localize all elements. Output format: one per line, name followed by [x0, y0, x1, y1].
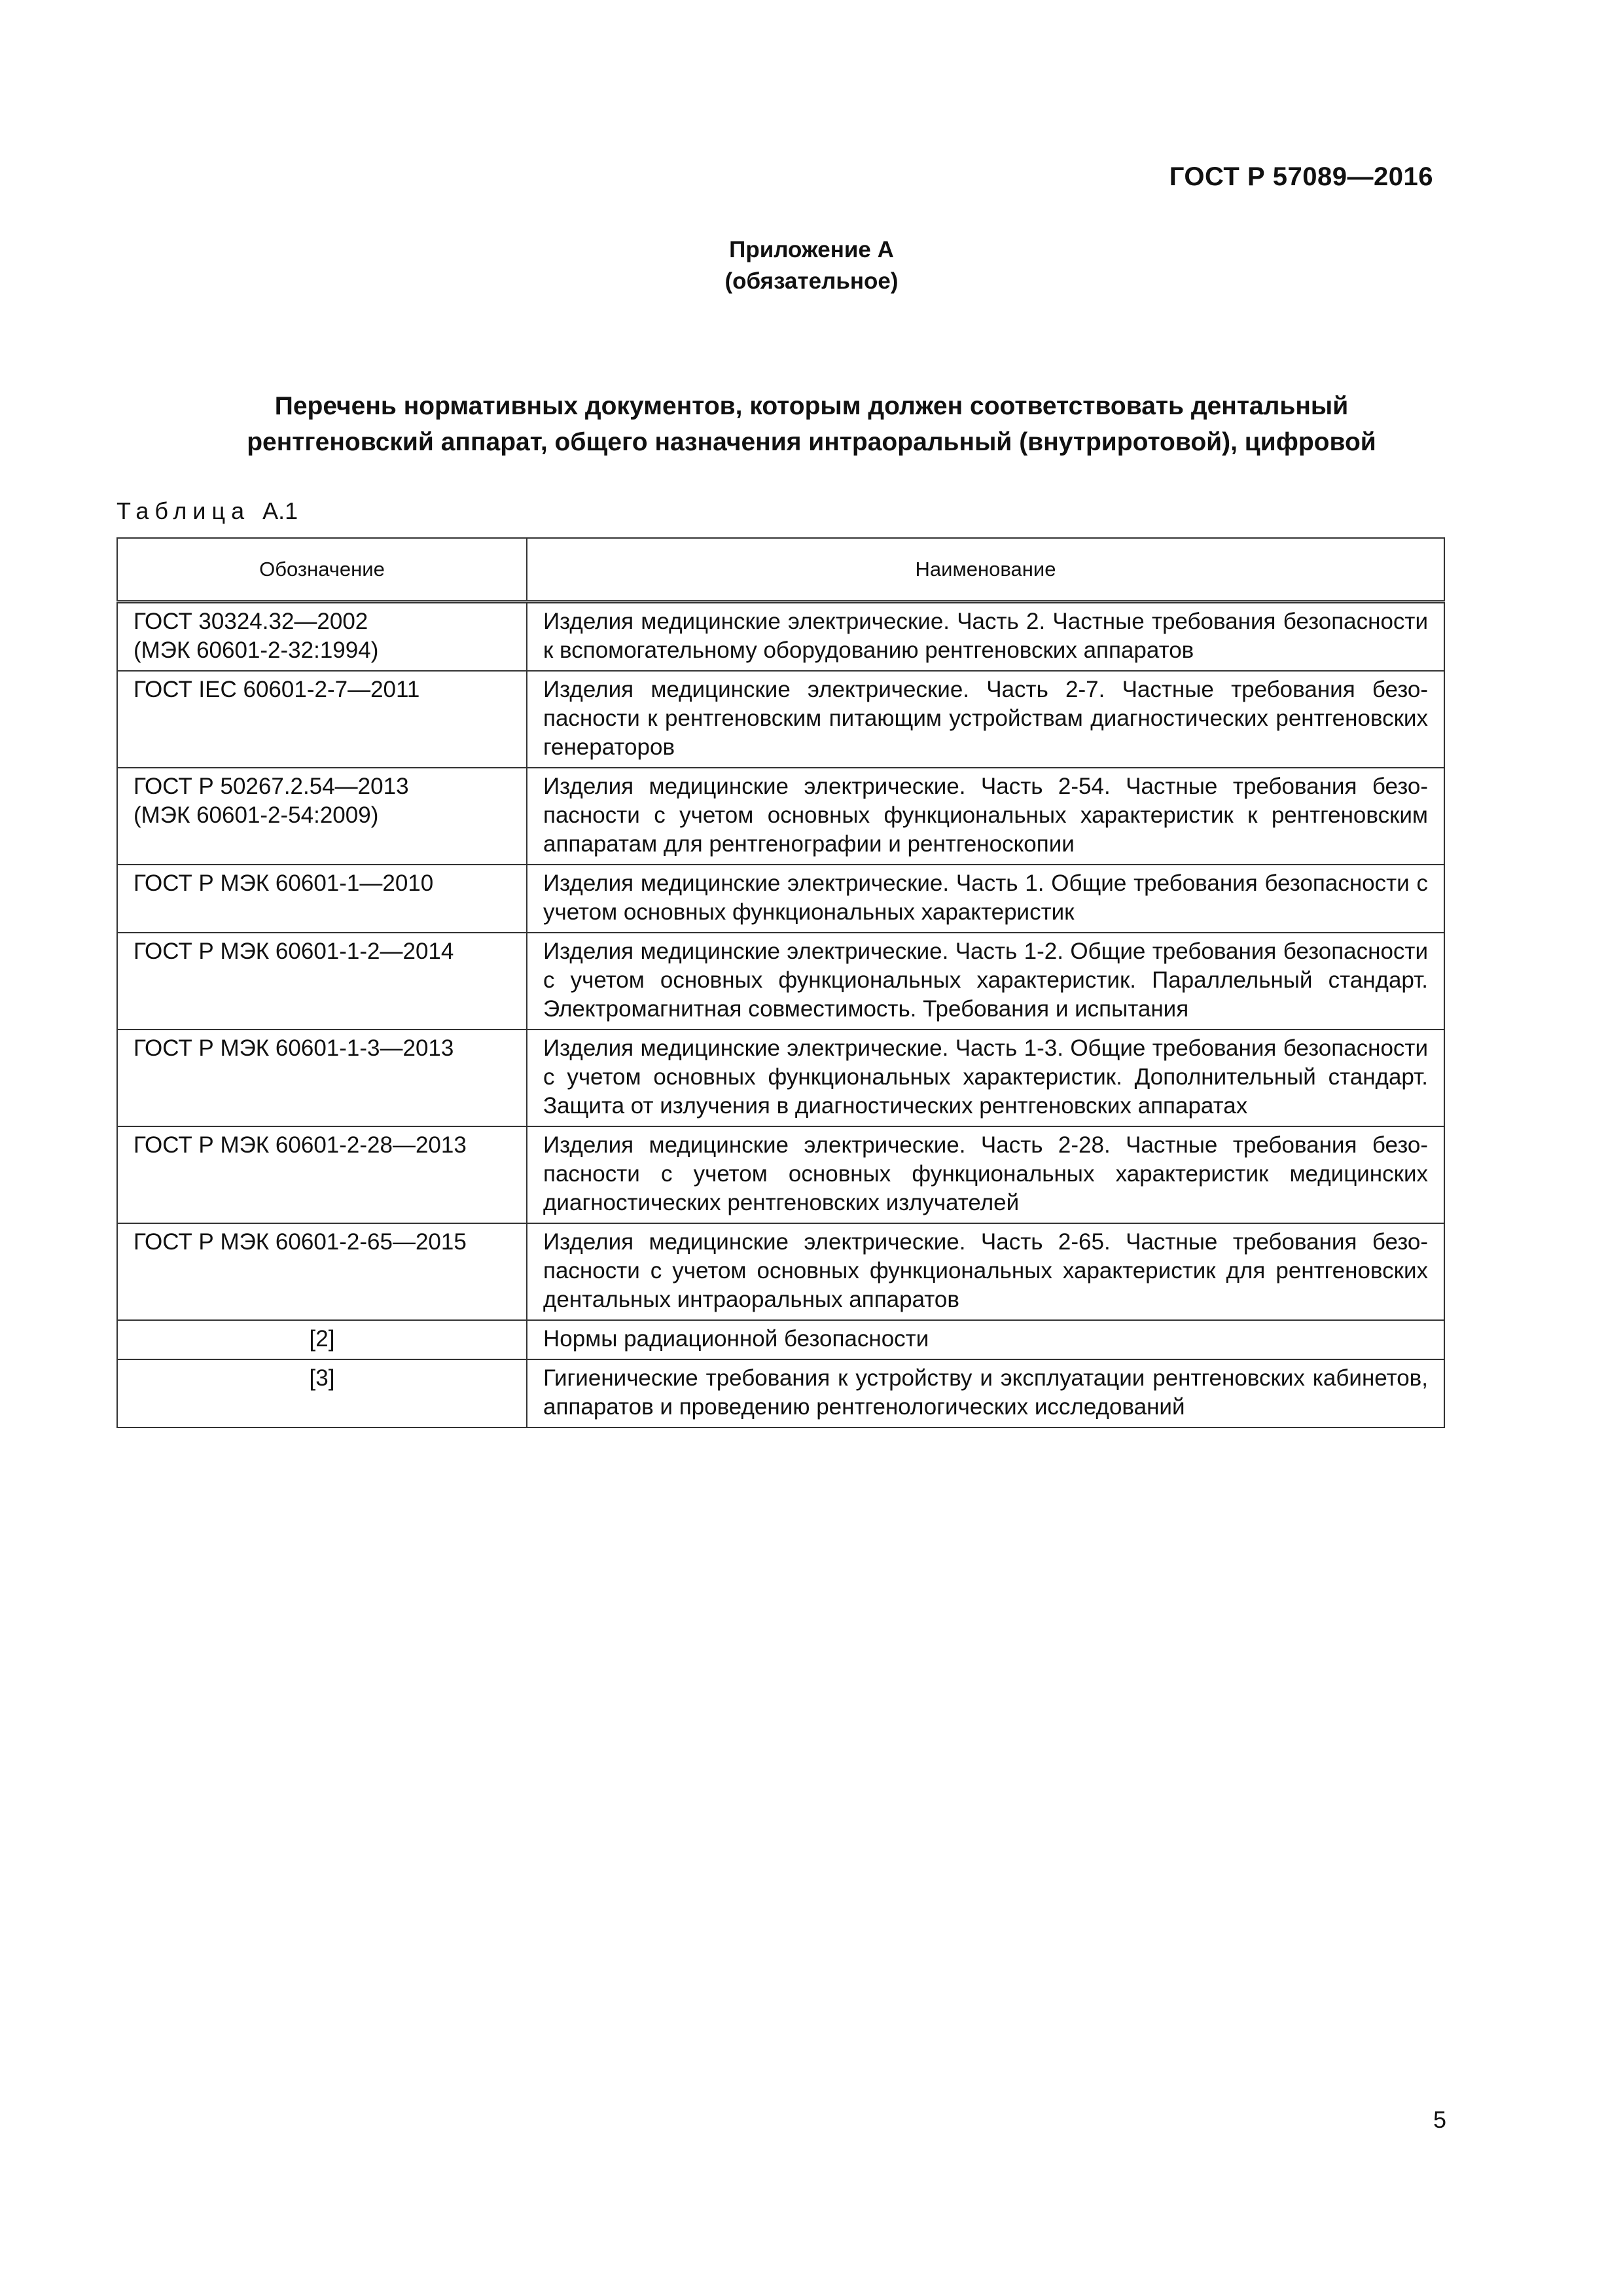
- name-cell: Изделия медицинские электрические. Часть 1-2. Общие требования безопасности с учетом основных функциональных характеристик. Параллельный стандарт. Электромагнитная совместимость. Требования и испытания: [527, 933, 1444, 1030]
- designation-cell: ГОСТ Р 50267.2.54—2013 (МЭК 60601-2-54:2009): [117, 768, 527, 865]
- annex-title: [118, 388, 1505, 460]
- table-row: [117, 1359, 1444, 1427]
- name-cell: Изделия медицинские электрические. Часть 2-7. Частные требования безопасности к рентгеновским питающим устройствам диагностических рентгеновских генераторов: [527, 671, 1444, 768]
- name-cell: Гигиенические требования к устройству и эксплуатации рентгеновских кабинетов, аппаратов и проведению рентгенологических исследований: [527, 1359, 1444, 1427]
- table-row: [117, 602, 1444, 672]
- column-header-designation: Обозначение: [117, 538, 527, 602]
- reference-cell: [2]: [117, 1320, 527, 1359]
- page-number: 5: [1433, 2106, 1446, 2133]
- annex-status: (обязательное): [724, 268, 899, 294]
- name-cell: Изделия медицинские электрические. Часть 1-3. Общие требования безопасности с учетом основных функциональных характеристик. Дополнительный стандарт. Защита от излучения в диагностических рентгеновских аппаратах: [527, 1030, 1444, 1126]
- column-header-name: Наименование: [527, 538, 1444, 602]
- standards-table: [116, 537, 1445, 1428]
- annex-heading: [0, 234, 1623, 297]
- annex-label: Приложение А: [729, 237, 894, 262]
- table-row: [117, 768, 1444, 865]
- annex-title-line-2: рентгеновский аппарат, общего назначения интраоральный (внутриротовой), цифровой: [247, 428, 1376, 456]
- name-cell: Нормы радиационной безопасности: [527, 1320, 1444, 1359]
- table-header-row: [117, 538, 1444, 602]
- name-cell: Изделия медицинские электрические. Часть 1. Общие требования безопасности с учетом основных функциональных характеристик: [527, 865, 1444, 933]
- table-row: [117, 1126, 1444, 1223]
- name-cell: Изделия медицинские электрические. Часть 2. Частные требования безопасности к вспомогательному оборудованию рентгеновских аппаратов: [527, 602, 1444, 672]
- table-row: [117, 671, 1444, 768]
- table-caption-word: Таблица: [116, 497, 251, 524]
- annex-title-line-1: Перечень нормативных документов, которым должен соответствовать дентальный: [274, 392, 1349, 420]
- table-row: [117, 933, 1444, 1030]
- table-caption: [116, 497, 298, 525]
- table-row: [117, 1320, 1444, 1359]
- designation-cell: ГОСТ 30324.32—2002 (МЭК 60601-2-32:1994): [117, 602, 527, 672]
- designation-cell: ГОСТ Р МЭК 60601-1-3—2013: [117, 1030, 527, 1126]
- table-row: [117, 865, 1444, 933]
- table-caption-number: А.1: [262, 497, 298, 524]
- name-cell: Изделия медицинские электрические. Часть 2-65. Частные требования безопасности с учетом основных функциональных характеристик для рентгеновских дентальных интраоральных аппаратов: [527, 1223, 1444, 1320]
- reference-cell: [3]: [117, 1359, 527, 1427]
- designation-cell: ГОСТ Р МЭК 60601-1-2—2014: [117, 933, 527, 1030]
- table-row: [117, 1223, 1444, 1320]
- name-cell: Изделия медицинские электрические. Часть 2-54. Частные требования безопасности с учетом основных функциональных характеристик к рентгеновским аппаратам для рентгенографии и рентгеноскопии: [527, 768, 1444, 865]
- name-cell: Изделия медицинские электрические. Часть 2-28. Частные требования безопасности с учетом основных функциональных характеристик медицинских диагностических рентгеновских излучателей: [527, 1126, 1444, 1223]
- document-code: ГОСТ Р 57089—2016: [1169, 162, 1433, 191]
- designation-cell: ГОСТ Р МЭК 60601-2-65—2015: [117, 1223, 527, 1320]
- designation-cell: ГОСТ Р МЭК 60601-1—2010: [117, 865, 527, 933]
- table-row: [117, 1030, 1444, 1126]
- designation-cell: ГОСТ IEC 60601-2-7—2011: [117, 671, 527, 768]
- designation-cell: ГОСТ Р МЭК 60601-2-28—2013: [117, 1126, 527, 1223]
